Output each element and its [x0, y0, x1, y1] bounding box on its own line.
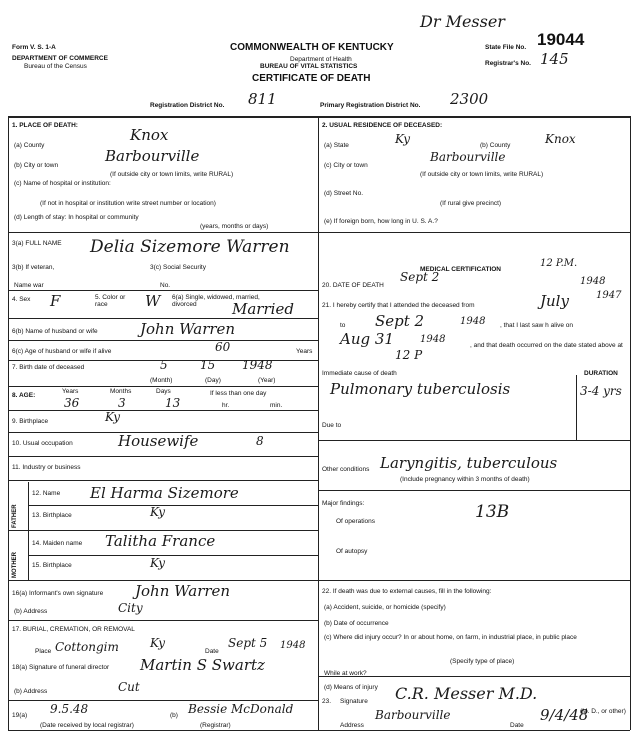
attended-from-value: July [540, 292, 569, 310]
state-file-label: State File No. [485, 44, 527, 51]
birth-date-label: 7. Birth date of deceased [12, 364, 85, 371]
burial-place-label: Place [35, 648, 52, 655]
health-dept: Department of Health [290, 56, 352, 63]
place-of-death-label: 1. PLACE OF DEATH: [12, 122, 78, 129]
date-of-death-value: Sept 2 [400, 270, 440, 284]
occurrence-label: (b) Date of occurrence [324, 620, 389, 627]
birthplace-label: 9. Birthplace [12, 418, 49, 425]
outside-note-2: (If outside city or town limits, write RURAL) [420, 171, 544, 178]
other-conditions-label: Other conditions [322, 466, 370, 473]
ssn-label: 3(c) Social Security [150, 264, 206, 271]
years-label: Years [296, 348, 313, 355]
spouse-label: 6(b) Name of husband or wife [12, 328, 98, 335]
physician-address-value: Barbourville [375, 708, 451, 722]
hospital-label: (c) Name of hospital or institution: [14, 180, 111, 187]
item-23-label: 23. [322, 698, 332, 705]
age-years-value: 36 [64, 396, 80, 410]
spouse-age-value: 60 [215, 340, 231, 354]
sex-value: F [50, 292, 61, 310]
registrar-sig-label: (b) [170, 712, 178, 719]
sex-label: 4. Sex [12, 296, 31, 303]
hospital-note: (If not in hospital or institution write street number or location) [40, 200, 216, 207]
reg-district-label: Registration District No. [150, 102, 225, 109]
death-time-value: 12 P.M. [540, 258, 578, 269]
occupation-value: Housewife [118, 432, 199, 450]
medical-cert-label: MEDICAL CERTIFICATION [420, 266, 502, 273]
burial-year-value: 1948 [280, 640, 306, 651]
burial-date-label: Date [205, 648, 219, 655]
city-label: (b) City or town [14, 162, 59, 169]
informant-label: 16(a) Informant's own signature [12, 590, 104, 597]
county-label: (a) County [14, 142, 45, 149]
reg-district-value: 811 [248, 90, 277, 108]
pregnancy-note: (Include pregnancy within 3 months of death) [400, 476, 530, 483]
mother-maiden-label: 14. Maiden name [32, 540, 83, 547]
attended-from-year: 1947 [596, 290, 622, 301]
death-occurred-label: , and that death occurred on the date stated above at [470, 342, 623, 349]
age-months-caption: Months [110, 388, 132, 395]
signed-date-label: Date [510, 722, 524, 729]
injury-place-label: (c) Where did injury occur? In or about home, on farm, in industrial place, in public place [324, 634, 577, 641]
stay-note: (years, months or days) [200, 223, 269, 230]
county-value: Knox [130, 126, 169, 144]
year-caption: (Year) [258, 377, 276, 384]
director-address-value: Cut [118, 680, 140, 694]
to-label: to [340, 322, 346, 329]
primary-value: 2300 [450, 90, 489, 108]
month-caption: (Month) [150, 377, 173, 384]
occupation-code: 8 [256, 434, 264, 448]
major-findings-label: Major findings: [322, 500, 365, 507]
birthplace-value: Ky [105, 410, 120, 424]
res-county-value: Knox [545, 132, 576, 146]
operations-value: 13B [475, 502, 510, 522]
due-to-label: Due to [322, 422, 342, 429]
father-birthplace-value: Ky [150, 505, 165, 519]
attended-to-year: 1948 [460, 316, 486, 327]
marital-value: Married [232, 300, 294, 318]
full-name-label: 3(a) FULL NAME [12, 240, 62, 247]
state-label: (a) State [324, 142, 349, 149]
operations-label: Of operations [336, 518, 376, 525]
spouse-age-label: 6(c) Age of husband or wife if alive [12, 348, 112, 355]
means-of-injury-label: (d) Means of injury [324, 684, 378, 691]
death-at-value: 12 P [395, 348, 423, 362]
attended-label: 21. I hereby certify that I attended the deceased from [322, 302, 475, 309]
death-year-value: 1948 [580, 276, 606, 287]
last-saw-year: 1948 [420, 334, 446, 345]
duration-label: DURATION [584, 370, 618, 377]
father-name-value: El Harma Sizemore [90, 484, 239, 502]
residence-label: 2. USUAL RESIDENCE OF DECEASED: [322, 122, 443, 129]
burial-place-value: Cottongim [55, 640, 119, 654]
bureau: Bureau of the Census [24, 63, 87, 70]
min-label: min. [270, 402, 283, 409]
age-days-caption: Days [156, 388, 171, 395]
age-label: 8. AGE: [12, 392, 36, 399]
signature-label: Signature [340, 698, 368, 705]
while-at-work-label: While at work? [324, 670, 367, 677]
race-label: 5. Color or race [95, 294, 126, 308]
duration-value: 3-4 yrs [580, 384, 622, 398]
res-county-label: (b) County [480, 142, 511, 149]
certificate-title: CERTIFICATE OF DEATH [252, 73, 371, 84]
age-days-value: 13 [165, 396, 181, 410]
vital-stats: BUREAU OF VITAL STATISTICS [260, 63, 358, 70]
last-saw-label: , that I last saw h alive on [500, 322, 573, 329]
md-caption: (M. D., or other) [580, 708, 626, 715]
physician-signature: C.R. Messer M.D. [395, 684, 538, 703]
spouse-value: John Warren [140, 320, 236, 338]
name-war-label: Name war [14, 282, 44, 289]
date-received-caption: (Date received by local registrar) [40, 722, 134, 729]
ssn-no-label: No. [160, 282, 171, 289]
registrar-number: 145 [540, 50, 569, 68]
state-value: Ky [395, 132, 410, 146]
stay-label: (d) Length of stay: In hospital or community [14, 214, 139, 221]
registrar-label: Registrar's No. [485, 60, 531, 67]
res-city-value: Barbourville [430, 150, 506, 164]
birth-month: 5 [160, 358, 168, 372]
external-causes-label: 22. If death was due to external causes, fill in the following: [322, 588, 492, 595]
physician-address-label: Address [340, 722, 364, 729]
immediate-cause-label: Immediate cause of death [322, 370, 397, 377]
father-name-label: 12. Name [32, 490, 61, 497]
res-city-label: (c) City or town [324, 162, 368, 169]
mother-caption: MOTHER [12, 552, 18, 578]
last-saw-value: Aug 31 [340, 330, 394, 348]
veteran-label: 3(b) If veteran, [12, 264, 55, 271]
less-than-day-label: If less than one day [210, 390, 267, 397]
informant-address-label: (b) Address [14, 608, 48, 615]
burial-state-value: Ky [150, 636, 165, 650]
industry-label: 11. Industry or business [12, 464, 81, 471]
state-file-number: 19044 [537, 30, 585, 49]
primary-label: Primary Registration District No. [320, 102, 421, 109]
registrar-signature: Bessie McDonald [188, 702, 294, 716]
attended-to-value: Sept 2 [375, 312, 425, 330]
hr-label: hr. [222, 402, 230, 409]
mother-maiden-value: Talitha France [105, 532, 216, 550]
race-value: W [145, 292, 161, 310]
form-number: Form V. S. 1-A [12, 44, 56, 51]
age-months-value: 3 [118, 396, 126, 410]
other-conditions-value: Laryngitis, tuberculous [380, 454, 558, 472]
street-label: (d) Street No. [324, 190, 364, 197]
specify-place-caption: (Specify type of place) [450, 658, 515, 665]
city-value: Barbourville [105, 147, 200, 165]
occupation-label: 10. Usual occupation [12, 440, 73, 447]
mother-birthplace-value: Ky [150, 556, 165, 570]
registrar-caption: (Registrar) [200, 722, 231, 729]
father-caption: FATHER [12, 504, 18, 528]
registrar-date-value: 9.5.48 [50, 702, 89, 716]
commonwealth: COMMONWEALTH OF KENTUCKY [230, 42, 394, 53]
birth-day: 15 [200, 358, 216, 372]
foreign-born-label: (e) If foreign born, how long in U. S. A.? [324, 218, 438, 225]
marital-label: 6(a) Single, widowed, married, divorced [172, 294, 260, 308]
mother-birthplace-label: 15. Birthplace [32, 562, 72, 569]
date-of-death-label: 20. DATE OF DEATH [322, 282, 384, 289]
director-label: 18(a) Signature of funeral director [12, 664, 110, 671]
director-address-label: (b) Address [14, 688, 48, 695]
birth-year: 1948 [242, 358, 273, 372]
accident-label: (a) Accident, suicide, or homicide (specify) [324, 604, 446, 611]
day-caption: (Day) [205, 377, 221, 384]
department: DEPARTMENT OF COMMERCE [12, 55, 108, 62]
immediate-cause-value: Pulmonary tuberculosis [330, 380, 511, 398]
informant-address-value: City [118, 601, 143, 615]
outside-note-1: (If outside city or town limits, write RURAL) [110, 171, 234, 178]
full-name-value: Delia Sizemore Warren [90, 237, 290, 257]
autopsy-label: Of autopsy [336, 548, 368, 555]
top-annotation: Dr Messer [420, 12, 505, 31]
signed-date-value: 9/4/48 [540, 706, 589, 724]
street-note: (If rural give precinct) [440, 200, 502, 207]
informant-signature: John Warren [135, 582, 231, 600]
age-years-caption: Years [62, 388, 79, 395]
father-birthplace-label: 13. Birthplace [32, 512, 72, 519]
registrar-date-label: 19(a) [12, 712, 28, 719]
director-signature: Martin S Swartz [140, 656, 265, 674]
burial-label: 17. BURIAL, CREMATION, OR REMOVAL [12, 626, 135, 633]
burial-date-value: Sept 5 [228, 636, 268, 650]
